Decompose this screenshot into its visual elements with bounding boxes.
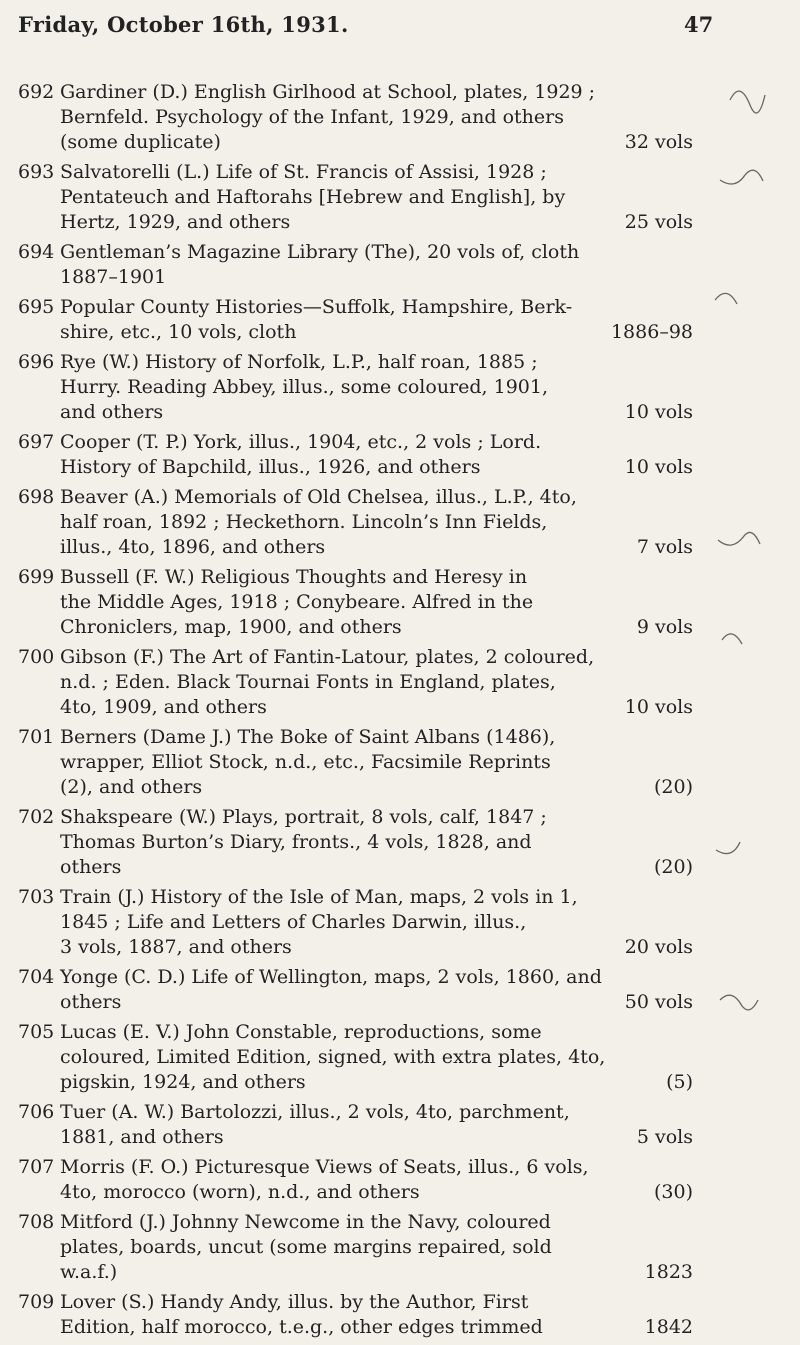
lot-description: Rye (W.) History of Norfolk, L.P., half roan, 1885 ; Hurry. Reading Abbey, illus., some coloured, 1901, and others	[60, 351, 549, 423]
lot-description: Beaver (A.) Memorials of Old Chelsea, illus., L.P., 4to, half roan, 1892 ; Heckethorn. Lincoln’s Inn Fields, illus., 4to, 1896, and others	[60, 486, 577, 558]
lot-number: 702	[18, 806, 55, 828]
lot-number: 705	[18, 1021, 55, 1043]
lot-entry	[18, 1020, 753, 1095]
pencil-mark	[716, 842, 740, 854]
lot-number: 692	[18, 81, 55, 103]
lot-quantity: (30)	[653, 1181, 693, 1203]
lot-number: 693	[18, 161, 55, 183]
lot-number: 695	[18, 296, 55, 318]
lot-entry	[18, 965, 753, 1015]
lot-quantity: (5)	[666, 1071, 693, 1093]
lot-number: 708	[18, 1211, 55, 1233]
page-header	[18, 6, 758, 46]
lot-entry	[18, 645, 753, 720]
lot-description: Tuer (A. W.) Bartolozzi, illus., 2 vols, 4to, parchment, 1881, and others	[60, 1101, 570, 1148]
lot-entry	[18, 565, 753, 640]
lot-number: 697	[18, 431, 55, 453]
pencil-mark	[720, 995, 758, 1010]
lot-entry	[18, 295, 753, 345]
lot-description: Shakspeare (W.) Plays, portrait, 8 vols, calf, 1847 ; Thomas Burton’s Diary, fronts., 4 vols, 1828, and others	[60, 806, 547, 878]
lot-quantity: 10 vols	[624, 456, 693, 478]
lot-number: 694	[18, 241, 55, 263]
catalogue-date: Friday, October 16th, 1931.	[18, 12, 349, 37]
lot-description: Berners (Dame J.) The Boke of Saint Albans (1486), wrapper, Elliot Stock, n.d., etc., Facsimile Reprints (2), and others	[60, 726, 556, 798]
lot-description: Lover (S.) Handy Andy, illus. by the Author, First Edition, half morocco, t.e.g., other edges trimmed	[60, 1291, 543, 1338]
pencil-mark	[715, 293, 737, 304]
lot-description: Lucas (E. V.) John Constable, reproductions, some coloured, Limited Edition, signed, with extra plates, 4to, pigskin, 1924, and others	[60, 1021, 606, 1093]
lot-number: 707	[18, 1156, 55, 1178]
lot-number: 706	[18, 1101, 55, 1123]
lot-quantity: 1823	[644, 1261, 693, 1283]
lot-number: 703	[18, 886, 55, 908]
pencil-mark	[722, 634, 742, 644]
lot-quantity: 10 vols	[624, 401, 693, 423]
lot-quantity: 1842	[644, 1316, 693, 1338]
lot-quantity: 20 vols	[624, 936, 693, 958]
lot-description: Gentleman’s Magazine Library (The), 20 vols of, cloth 1887–1901	[60, 241, 580, 288]
lot-number: 701	[18, 726, 55, 748]
lot-entry	[18, 240, 753, 290]
lot-description: Salvatorelli (L.) Life of St. Francis of Assisi, 1928 ; Pentateuch and Haftorahs [Hebrew and English], by Hertz, 1929, and others	[60, 161, 566, 233]
page-number: 47	[684, 12, 714, 37]
lot-description: Bussell (F. W.) Religious Thoughts and Heresy in the Middle Ages, 1918 ; Conybeare. Alfred in the Chroniclers, map, 1900, and others	[60, 566, 534, 638]
lot-quantity: (20)	[653, 856, 693, 878]
lot-list	[18, 80, 753, 1345]
lot-entry	[18, 350, 753, 425]
lot-number: 700	[18, 646, 55, 668]
lot-entry	[18, 885, 753, 960]
lot-quantity: 25 vols	[624, 211, 693, 233]
lot-quantity: 9 vols	[636, 616, 693, 638]
lot-number: 709	[18, 1291, 55, 1313]
lot-entry	[18, 725, 753, 800]
lot-description: Popular County Histories—Suffolk, Hampshire, Berk- shire, etc., 10 vols, cloth	[60, 296, 573, 343]
lot-description: Train (J.) History of the Isle of Man, maps, 2 vols in 1, 1845 ; Life and Letters of Charles Darwin, illus., 3 vols, 1887, and others	[60, 886, 578, 958]
pencil-mark	[718, 532, 760, 545]
lot-number: 704	[18, 966, 55, 988]
pencil-mark	[720, 170, 763, 184]
lot-entry	[18, 1290, 753, 1340]
lot-entry	[18, 1155, 753, 1205]
lot-entry	[18, 80, 753, 155]
lot-entry	[18, 485, 753, 560]
pencil-mark	[730, 91, 765, 113]
lot-description: Yonge (C. D.) Life of Wellington, maps, 2 vols, 1860, and others	[60, 966, 602, 1013]
lot-number: 698	[18, 486, 55, 508]
lot-quantity: 10 vols	[624, 696, 693, 718]
lot-entry	[18, 160, 753, 235]
lot-description: Mitford (J.) Johnny Newcome in the Navy, coloured plates, boards, uncut (some margins repaired, sold w.a.f.)	[60, 1211, 552, 1283]
lot-quantity: 1886–98	[610, 321, 693, 343]
lot-number: 696	[18, 351, 55, 373]
lot-entry	[18, 1100, 753, 1150]
lot-description: Morris (F. O.) Picturesque Views of Seats, illus., 6 vols, 4to, morocco (worn), n.d., and others	[60, 1156, 589, 1203]
lot-quantity: 32 vols	[624, 131, 693, 153]
lot-quantity: (20)	[653, 776, 693, 798]
lot-entry	[18, 430, 753, 480]
lot-entry	[18, 805, 753, 880]
lot-number: 699	[18, 566, 55, 588]
pencil-annotations	[710, 0, 800, 1306]
lot-description: Gardiner (D.) English Girlhood at School, plates, 1929 ; Bernfeld. Psychology of the Infant, 1929, and others (some duplicate)	[60, 81, 596, 153]
lot-description: Gibson (F.) The Art of Fantin-Latour, plates, 2 coloured, n.d. ; Eden. Black Tournai Fonts in England, plates, 4to, 1909, and others	[60, 646, 595, 718]
lot-quantity: 7 vols	[636, 536, 693, 558]
lot-description: Cooper (T. P.) York, illus., 1904, etc., 2 vols ; Lord. History of Bapchild, illus., 1926, and others	[60, 431, 542, 478]
lot-quantity: 5 vols	[636, 1126, 693, 1148]
lot-entry	[18, 1210, 753, 1285]
lot-quantity: 50 vols	[624, 991, 693, 1013]
